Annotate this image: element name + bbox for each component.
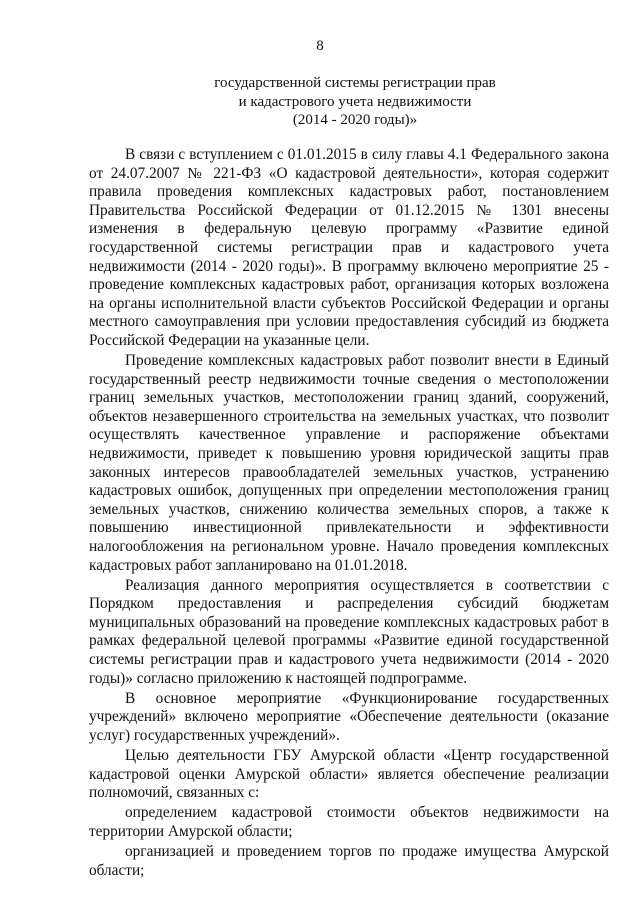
paragraph-complex-cadastral-works-law: В связи с вступлением с 01.01.2015 в силу главы 4.1 Федерального закона от 24.07.2007 № 221-ФЗ «О кадастровой деятельности», которая содержит правила проведения комплексных кадастровых работ, постановлением Правительства Российской Федерации от 01.12.2015 № 1301 внесены изменения в федеральную целевую программу «Развитие единой государственной системы регистрации прав и кадастрового учета недвижимости (2014 - 2020 годы)». В программу включено мероприятие 25 - проведение комплексных кадастровых работ, организация которых возложена на органы исполнительной власти субъектов Российской Федерации и органы местного самоуправления при условии предоставления субсидий из бюджета Российской Федерации на указанные цели.: [89, 146, 609, 349]
paragraph-state-institutions-activity: В основное мероприятие «Функционирование государственных учреждений» включено мероприятие «Обеспечение деятельности (оказание услуг) государственных учреждений».: [89, 689, 609, 744]
paragraph-subsidy-procedure: Реализация данного мероприятия осуществляется в соответствии с Порядком предоставления и распределения субсидий бюджетам муниципальных образований на проведение комплексных кадастровых работ в рамках федеральной целевой программы «Развитие единой государственной системы регистрации прав и кадастрового учета недвижимости (2014 - 2020 годы)» согласно приложению к настоящей подпрограмме.: [89, 576, 609, 687]
paragraph-gbu-goal: Целью деятельности ГБУ Амурской области «Центр государственной кадастровой оценки Амурской области» является обеспечение реализации полномочий, связанных с:: [89, 747, 609, 802]
program-title-line-2: и кадастрового учета недвижимости: [238, 93, 472, 110]
program-title-line-3: (2014 - 2020 годы)»: [292, 112, 418, 128]
program-title: [60, 74, 640, 130]
document-body: [89, 146, 609, 882]
paragraph-complex-cadastral-works-benefits: Проведение комплексных кадастровых работ позволит внести в Единый государственный реестр недвижимости точные сведения о местоположении границ земельных участков, местоположении границ зданий, сооружений, объектов незавершенного строительства на земельных участках, что позволит осуществлять качественное управление и распоряжение объектами недвижимости, приведет к повышению уровня юридической защиты прав законных интересов правообладателей земельных участков, устранению кадастровых ошибок, допущенных при определении местоположения границ земельных участков, снижению количества земельных споров, а также к повышению инвестиционной привлекательности и эффективности налогообложения на региональном уровне. Начало проведения комплексных кадастровых работ запланировано на 01.01.2018.: [89, 352, 609, 574]
paragraph-property-auctions: организацией и проведением торгов по продаже имущества Амурской области;: [89, 842, 609, 879]
paragraph-cadastral-valuation: определением кадастровой стоимости объектов недвижимости на территории Амурской области;: [89, 804, 609, 840]
program-title-line-1: государственной системы регистрации прав: [214, 75, 496, 91]
page-number: 8: [316, 38, 324, 54]
